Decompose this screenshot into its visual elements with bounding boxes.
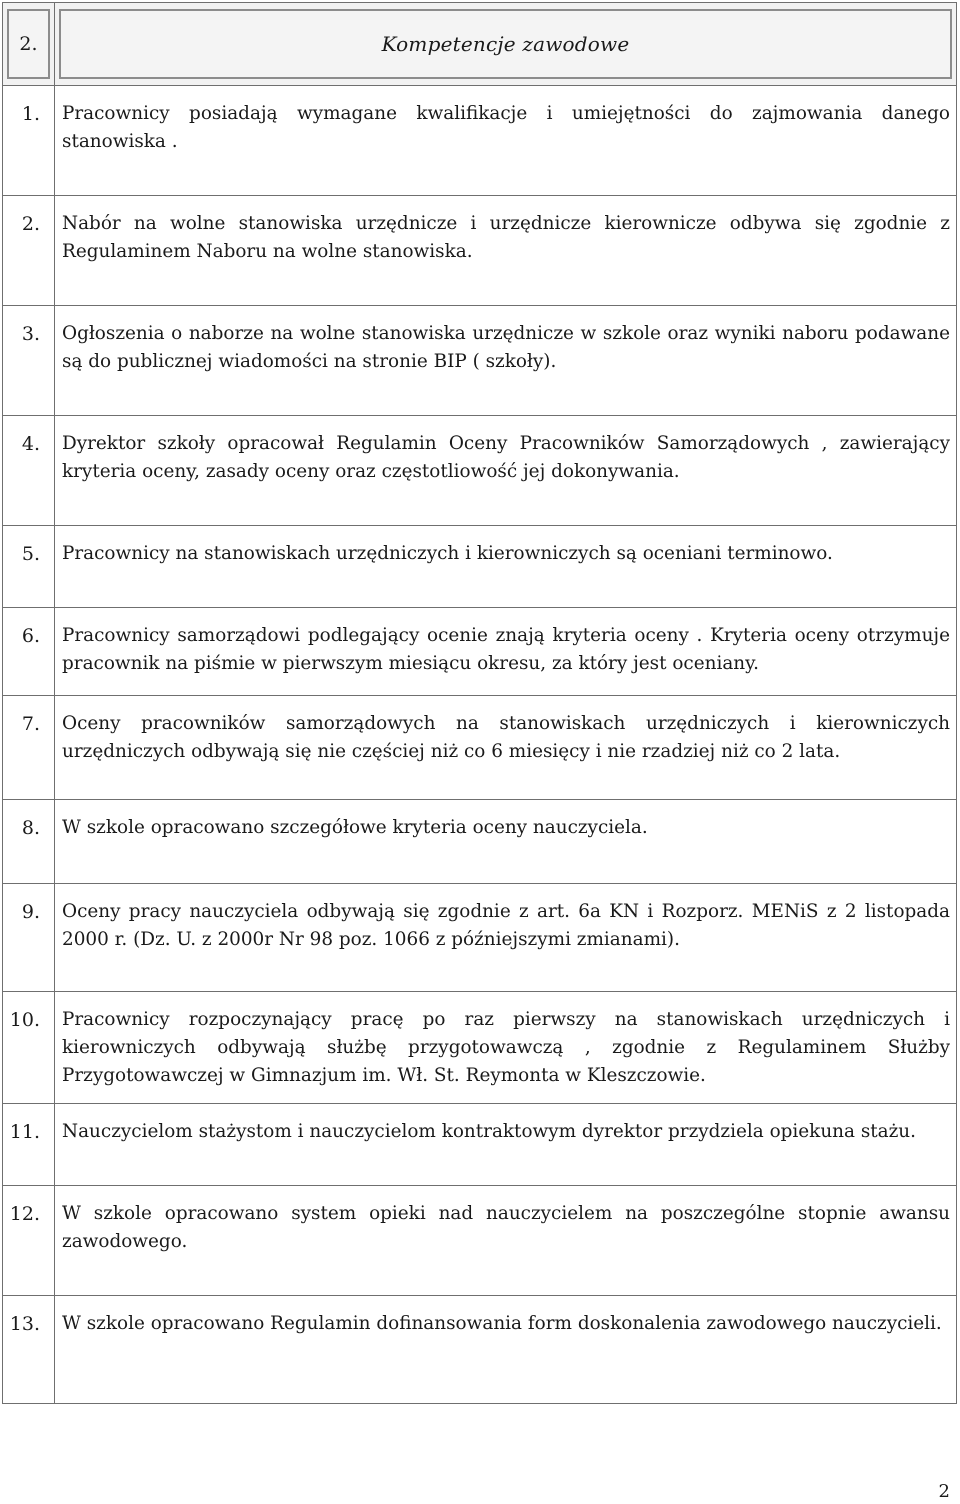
table-row — [3, 1104, 957, 1186]
table-row — [3, 696, 957, 800]
item-number: 5. — [3, 526, 55, 608]
item-text: Oceny pracowników samorządowych na stanowiskach urzędniczych i kierowniczych urzędniczych odbywają się nie częściej niż co 6 miesięcy i nie rzadziej niż co 2 lata. — [55, 696, 957, 800]
item-text: Ogłoszenia o naborze na wolne stanowiska urzędnicze w szkole oraz wyniki naboru podawane są do publicznej wiadomości na stronie BIP ( szkoły). — [55, 306, 957, 416]
section-number-cell — [3, 3, 55, 86]
table-row — [3, 526, 957, 608]
item-number: 11. — [3, 1104, 55, 1186]
table-row — [3, 86, 957, 196]
table-row — [3, 416, 957, 526]
section-header-row — [3, 3, 957, 86]
item-text: Pracownicy samorządowi podlegający ocenie znają kryteria oceny . Kryteria oceny otrzymuje pracownik na piśmie w pierwszym miesiącu okresu, za który jest oceniany. — [55, 608, 957, 696]
table-row — [3, 196, 957, 306]
item-text: Dyrektor szkoły opracował Regulamin Oceny Pracowników Samorządowych , zawierający kryteria oceny, zasady oceny oraz częstotliowość jej dokonywania. — [55, 416, 957, 526]
item-text: Oceny pracy nauczyciela odbywają się zgodnie z art. 6a KN i Rozporz. MENiS z 2 listopada 2000 r. (Dz. U. z 2000r Nr 98 poz. 1066 z późniejszymi zmianami). — [55, 884, 957, 992]
item-number: 2. — [3, 196, 55, 306]
item-number: 4. — [3, 416, 55, 526]
item-number: 7. — [3, 696, 55, 800]
section-title: Kompetencje zawodowe — [59, 9, 952, 79]
item-text: Pracownicy posiadają wymagane kwalifikacje i umiejętności do zajmowania danego stanowiska . — [55, 86, 957, 196]
item-number: 10. — [3, 992, 55, 1104]
item-text: Nabór na wolne stanowiska urzędnicze i urzędnicze kierownicze odbywa się zgodnie z Regulaminem Naboru na wolne stanowiska. — [55, 196, 957, 306]
item-number: 8. — [3, 800, 55, 884]
table-row — [3, 800, 957, 884]
item-number: 1. — [3, 86, 55, 196]
item-text: W szkole opracowano Regulamin dofinansowania form doskonalenia zawodowego nauczycieli. — [55, 1296, 957, 1404]
item-number: 3. — [3, 306, 55, 416]
competencies-table — [2, 2, 957, 1404]
item-number: 9. — [3, 884, 55, 992]
table-row — [3, 1296, 957, 1404]
item-number: 12. — [3, 1186, 55, 1296]
item-text: Pracownicy na stanowiskach urzędniczych i kierowniczych są oceniani terminowo. — [55, 526, 957, 608]
item-number: 13. — [3, 1296, 55, 1404]
section-title-cell — [55, 3, 957, 86]
section-number: 2. — [7, 9, 50, 79]
item-number: 6. — [3, 608, 55, 696]
item-text: W szkole opracowano szczegółowe kryteria oceny nauczyciela. — [55, 800, 957, 884]
item-text: Pracownicy rozpoczynający pracę po raz pierwszy na stanowiskach urzędniczych i kierowniczych odbywają służbę przygotowawczą , zgodnie z Regulaminem Służby Przygotowawczej w Gimnazjum im. Wł. St. Reymonta w Kleszczowie. — [55, 992, 957, 1104]
item-text: W szkole opracowano system opieki nad nauczycielem na poszczególne stopnie awansu zawodowego. — [55, 1186, 957, 1296]
table-row — [3, 608, 957, 696]
table-row — [3, 884, 957, 992]
item-text: Nauczycielom stażystom i nauczycielom kontraktowym dyrektor przydziela opiekuna stażu. — [55, 1104, 957, 1186]
table-row — [3, 1186, 957, 1296]
table-row — [3, 992, 957, 1104]
table-row — [3, 306, 957, 416]
page-number: 2 — [938, 1481, 950, 1502]
